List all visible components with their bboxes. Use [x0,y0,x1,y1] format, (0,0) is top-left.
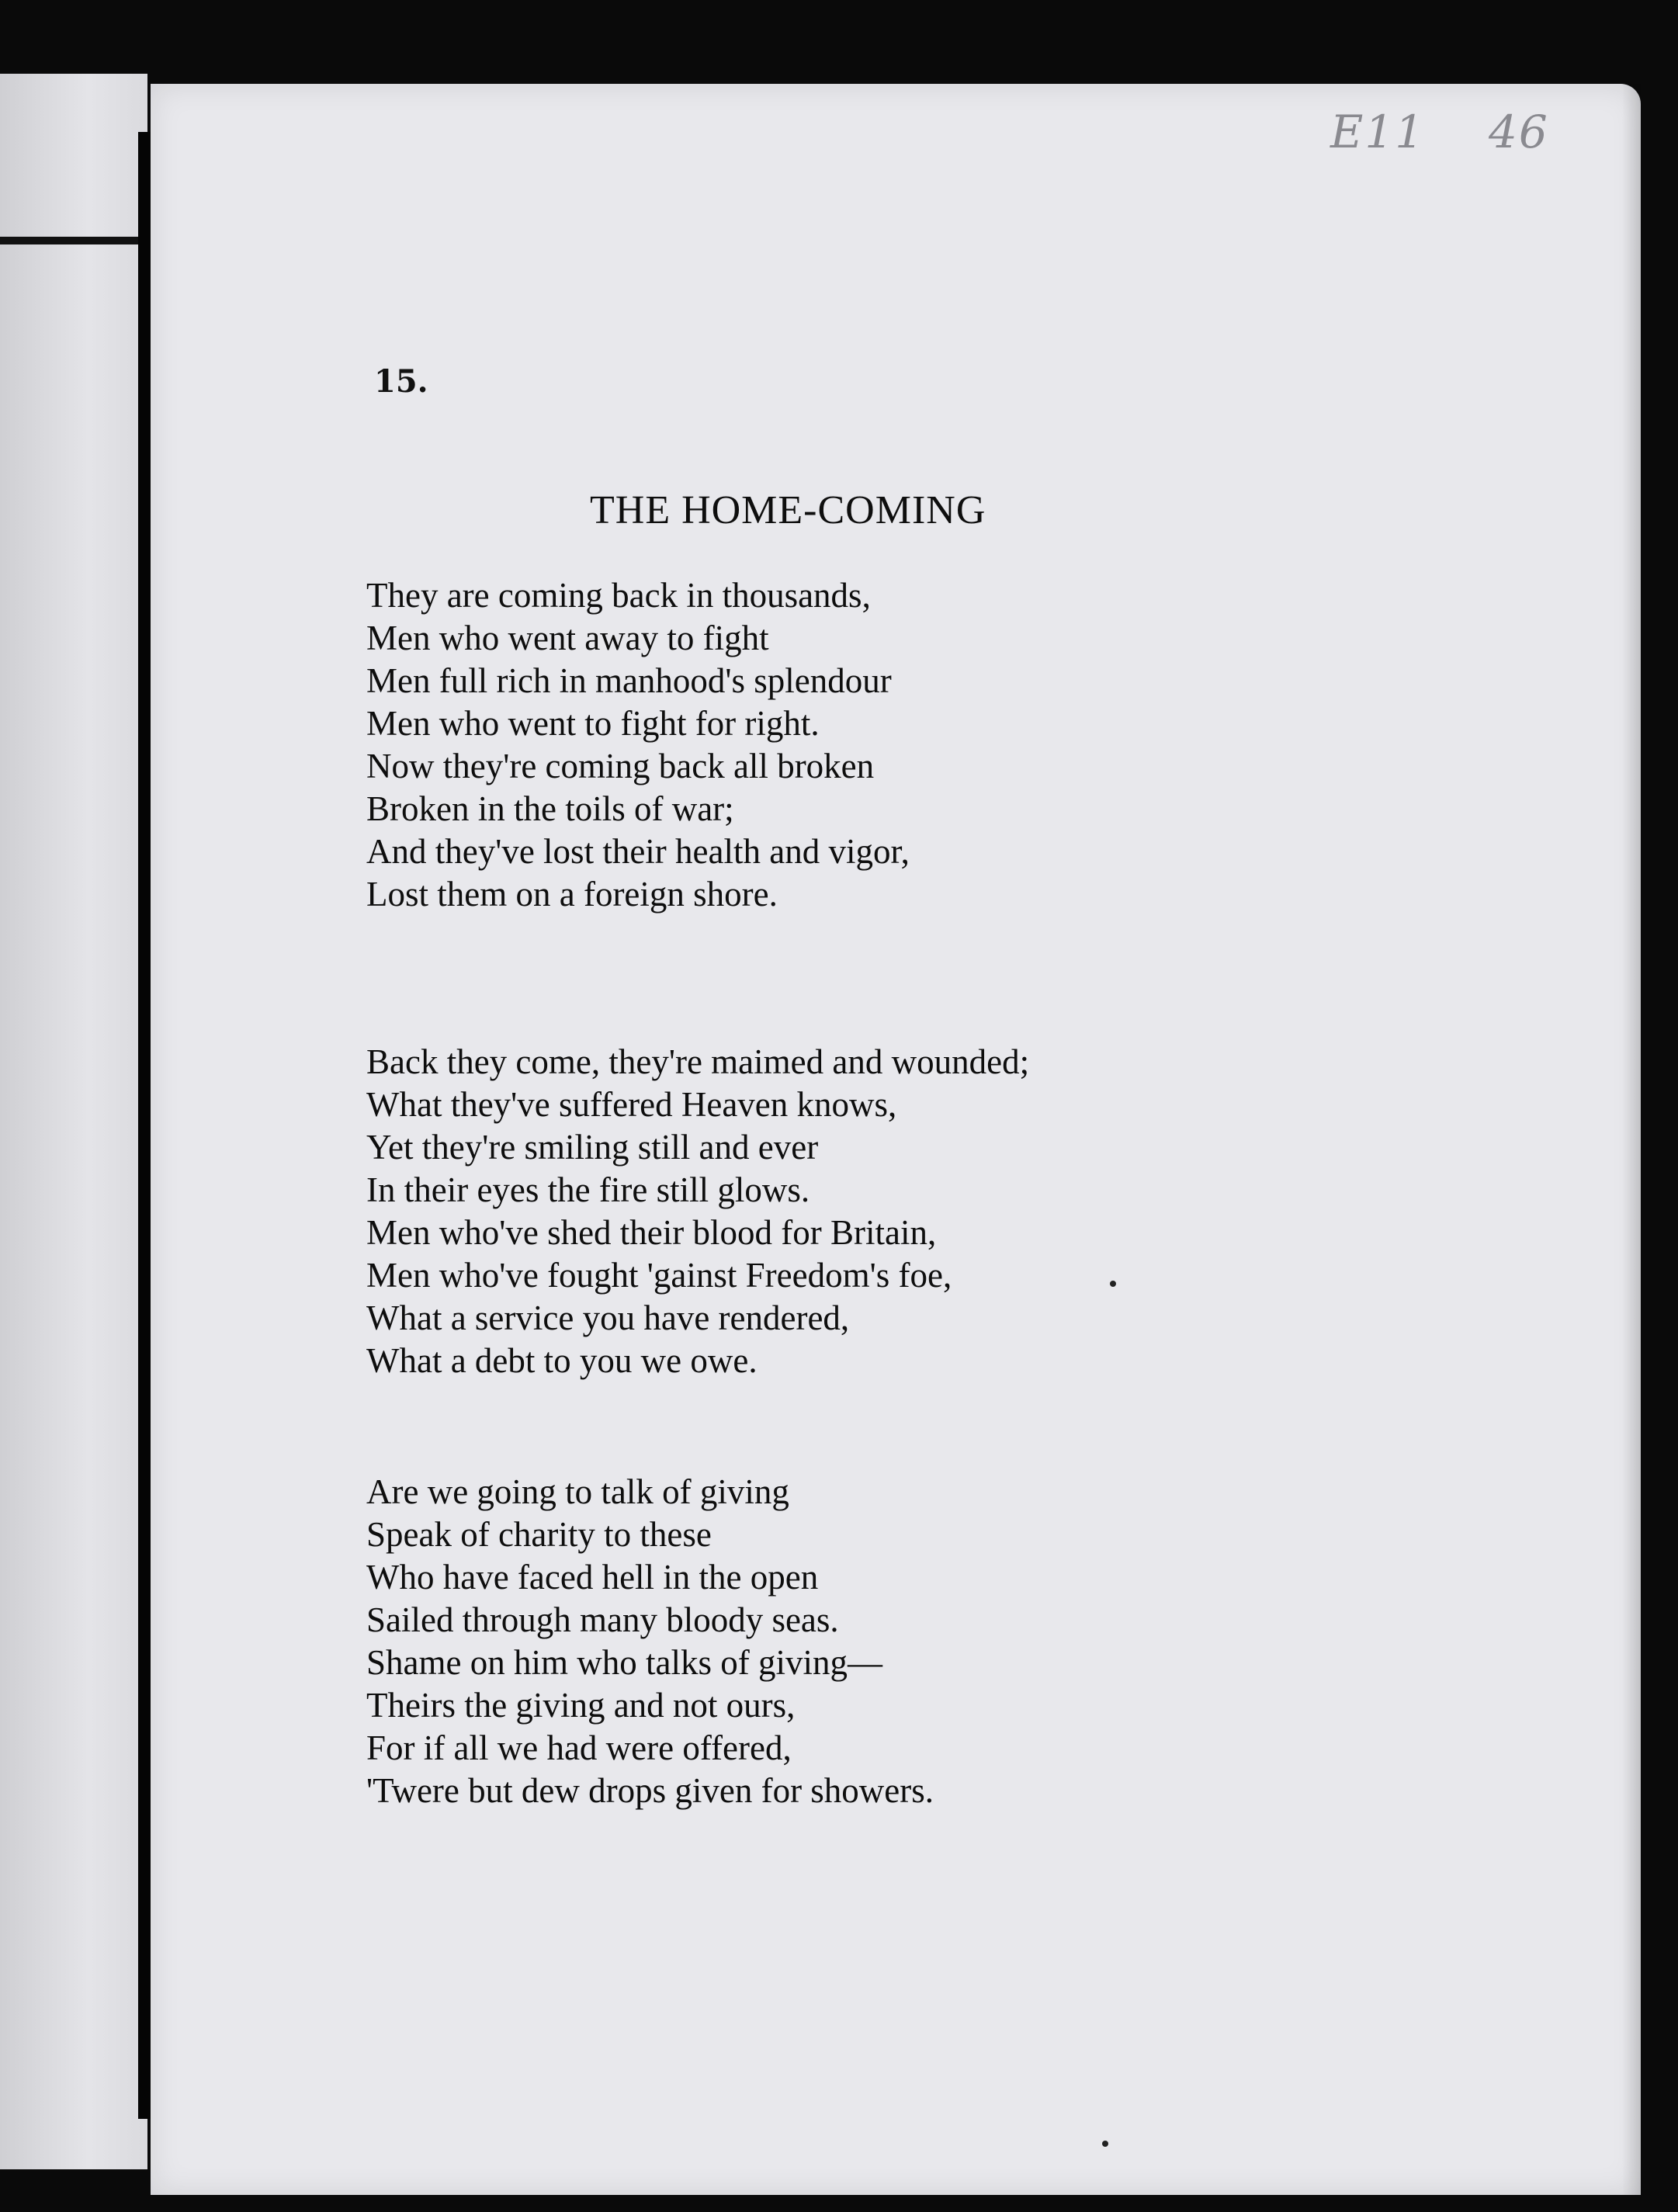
poem-line: Speak of charity to these [366,1515,712,1554]
poem-line: They are coming back in thousands, [366,576,871,615]
poem-line: Men who've shed their blood for Britain, [366,1213,937,1252]
page-edge-shadow [1622,84,1641,2195]
poem-line: Yet they're smiling still and ever [366,1128,819,1167]
stanza-1 [366,574,910,916]
poem-line: Theirs the giving and not ours, [366,1686,796,1725]
poem-line: Men who went to fight for right. [366,704,820,743]
poem-line: In their eyes the fire still glows. [366,1170,810,1209]
poem-line: What they've suffered Heaven knows, [366,1085,897,1124]
poem-line: 'Twere but dew drops given for showers. [366,1771,934,1810]
poem-line: And they've lost their health and vigor, [366,832,910,871]
previous-page-rule [0,237,147,244]
ink-speck [1102,2141,1108,2147]
ink-speck [1110,1281,1116,1287]
poem-line: Are we going to talk of giving [366,1472,789,1511]
poem-line: Back they come, they're maimed and wounded; [366,1042,1030,1081]
poem-line: For if all we had were offered, [366,1728,792,1767]
poem-line: Now they're coming back all broken [366,747,875,785]
poem-line: Broken in the toils of war; [366,789,734,828]
manuscript-annotation: 46 [1489,106,1549,158]
previous-page-edge [0,74,147,2169]
poem-line: Men who've fought 'gainst Freedom's foe, [366,1256,952,1295]
poem-line: What a service you have rendered, [366,1298,850,1337]
poem-line: Lost them on a foreign shore. [366,875,778,914]
poem-title: THE HOME-COMING [590,488,986,532]
poem-line: Shame on him who talks of giving— [366,1643,882,1682]
manuscript-annotation: E11 [1330,106,1426,158]
poem-line: What a debt to you we owe. [366,1341,758,1380]
document-page [151,84,1641,2195]
stanza-2 [366,1041,1029,1382]
poem-line: Men full rich in manhood's splendour [366,661,892,700]
stanza-3 [366,1471,934,1812]
poem-line: Men who went away to fight [366,619,769,657]
page-number: 15. [374,363,428,400]
binding-spine [138,132,151,2119]
poem-line: Sailed through many bloody seas. [366,1600,839,1639]
poem-line: Who have faced hell in the open [366,1558,819,1597]
